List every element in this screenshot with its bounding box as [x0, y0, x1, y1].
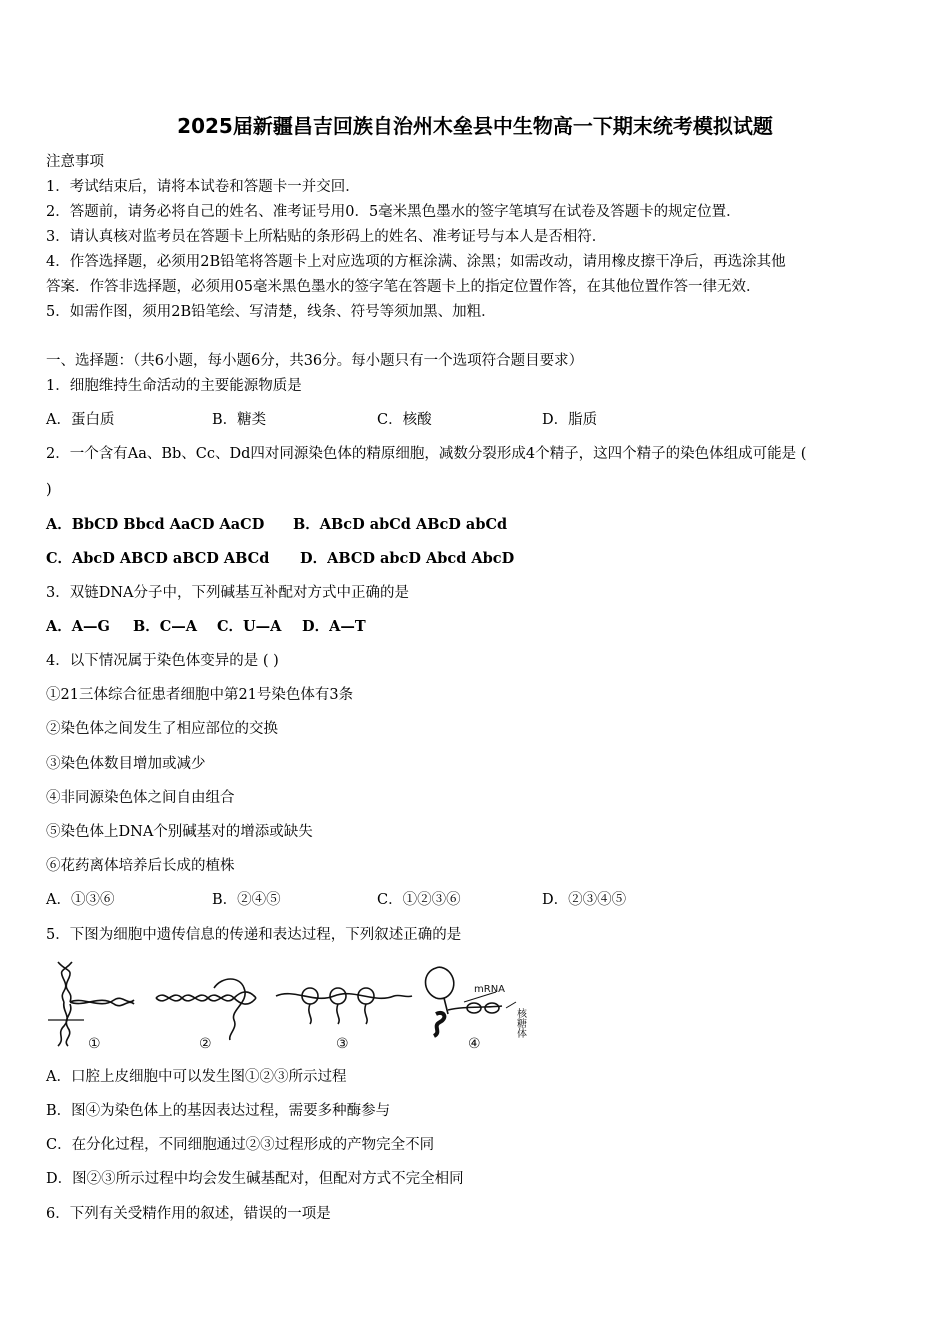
q3-option-d: D．A—T	[302, 618, 366, 635]
q4-option-c: C．①②③⑥	[377, 892, 461, 908]
q2-option-c: C．AbcD ABCD aBCD ABCd	[46, 550, 270, 567]
q4-option-b: B．②④⑤	[212, 892, 281, 908]
page-title: 2025届新疆昌吉回族自治州木垒县中生物高一下期末统考模拟试题	[177, 114, 773, 138]
q6-stem: 6．下列有关受精作用的叙述，错误的一项是	[46, 1206, 331, 1222]
ribosome-label: 核糖体	[514, 1008, 526, 1038]
q1-option-a: A．蛋白质	[46, 412, 115, 428]
q4-item: ②染色体之间发生了相应部位的交换	[46, 721, 278, 737]
q4-item: ⑤染色体上DNA个别碱基对的增添或缺失	[46, 824, 313, 840]
q4-item: ③染色体数目增加或减少	[46, 756, 206, 772]
section-heading: 一、选择题：（共6小题，每小题6分，共36分。每小题只有一个选项符合题目要求）	[46, 353, 584, 369]
notice-heading: 注意事项	[46, 154, 104, 170]
figure-label-2: ②	[199, 1036, 212, 1052]
q2-stem-end: )	[46, 482, 52, 498]
figure-label-3: ③	[336, 1036, 349, 1052]
q3-option-a: A．A—G	[46, 618, 110, 635]
q1-option-b: B．糖类	[212, 412, 267, 428]
q5-option-a: A．口腔上皮细胞中可以发生图①②③所示过程	[46, 1069, 347, 1085]
q5-option-c: C．在分化过程，不同细胞通过②③过程形成的产物完全不同	[46, 1137, 435, 1153]
q3-stem: 3．双链DNA分子中，下列碱基互补配对方式中正确的是	[46, 585, 410, 601]
notice-item: 5．如需作图，须用2B铅笔绘、写清楚，线条、符号等须加黑、加粗．	[46, 304, 496, 320]
q4-item: ①21三体综合征患者细胞中第21号染色体有3条	[46, 687, 354, 703]
q4-item: ⑥花药离体培养后长成的植株	[46, 858, 235, 874]
q5-option-d: D．图②③所示过程中均会发生碱基配对，但配对方式不完全相同	[46, 1171, 464, 1187]
figure-label-1: ①	[88, 1036, 101, 1052]
q2-option-b: B．ABcD abCd ABcD abCd	[293, 516, 508, 533]
gene-expression-figure	[44, 958, 536, 1054]
q3-option-c: C．U—A	[217, 618, 282, 635]
q5-stem: 5．下图为细胞中遗传信息的传递和表达过程，下列叙述正确的是	[46, 927, 462, 943]
notice-item: 3．请认真核对监考员在答题卡上所粘贴的条形码上的姓名、准考证号与本人是否相符．	[46, 229, 607, 245]
q1-option-c: C．核酸	[377, 412, 432, 428]
coupled-expression-diagram	[426, 967, 517, 1036]
notice-item: 4．作答选择题，必须用2B铅笔将答题卡上对应选项的方框涂满、涂黑；如需改动，请用橡皮擦干净后，再选涂其他	[46, 254, 786, 270]
figure-label-4: ④	[468, 1036, 481, 1052]
q2-stem: 2．一个含有Aa、Bb、Cc、Dd四对同源染色体的精原细胞，减数分裂形成4个精子，这四个精子的染色体组成可能是 (	[46, 446, 807, 462]
q4-option-d: D．②③④⑤	[542, 892, 627, 908]
notice-item: 答案．作答非选择题，必须用05毫米黑色墨水的签字笔在答题卡上的指定位置作答，在其他位置作答一律无效．	[46, 279, 761, 295]
translation-diagram	[276, 988, 412, 1024]
replication-diagram	[48, 962, 134, 1046]
notice-item: 1．考试结束后，请将本试卷和答题卡一并交回．	[46, 179, 360, 195]
mrna-label: mRNA	[474, 984, 506, 995]
notice-item: 2．答题前，请务必将自己的姓名、准考证号用0．5毫米黑色墨水的签字笔填写在试卷及答题卡的规定位置．	[46, 204, 741, 220]
q5-option-b: B．图④为染色体上的基因表达过程，需要多种酶参与	[46, 1103, 391, 1119]
q1-stem: 1．细胞维持生命活动的主要能源物质是	[46, 378, 302, 394]
q3-option-b: B．C—A	[133, 618, 198, 635]
transcription-diagram	[156, 979, 256, 1040]
q4-stem: 4．以下情况属于染色体变异的是 ( )	[46, 653, 279, 669]
q4-item: ④非同源染色体之间自由组合	[46, 790, 235, 806]
q2-option-d: D．ABCD abcD Abcd AbcD	[300, 550, 515, 567]
q2-option-a: A．BbCD Bbcd AaCD AaCD	[46, 516, 265, 533]
q4-option-a: A．①③⑥	[46, 892, 115, 908]
q1-option-d: D．脂质	[542, 412, 598, 428]
